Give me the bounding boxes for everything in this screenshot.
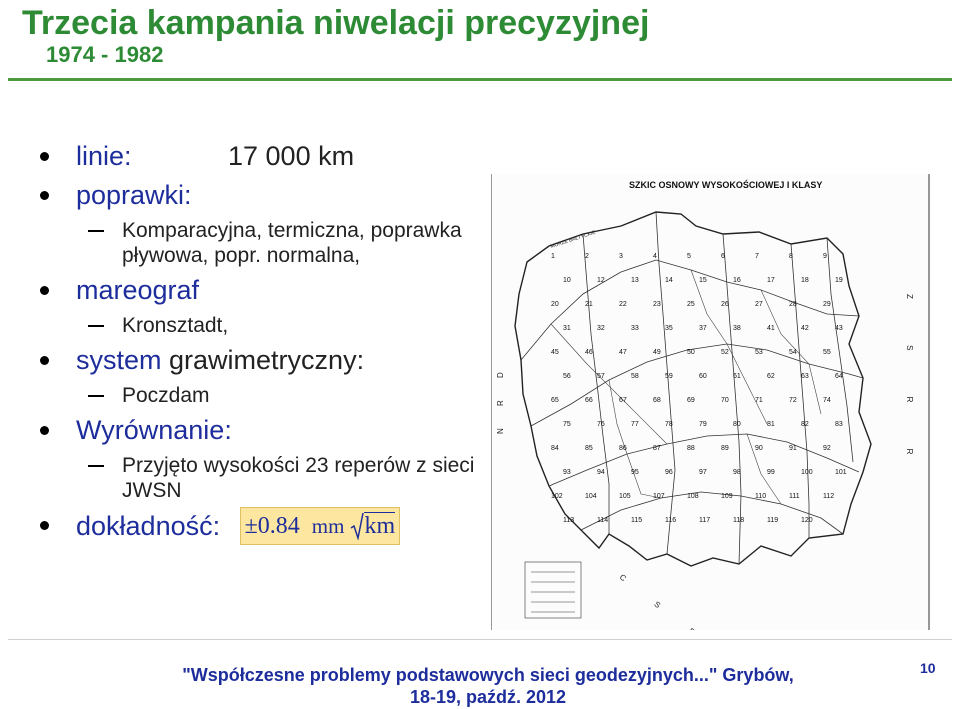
section-number: 7	[755, 253, 759, 260]
section-number: 117	[699, 517, 711, 524]
slide-footer	[168, 664, 808, 708]
section-number: 72	[789, 397, 797, 404]
footer-line-2: 18-19, paźdź. 2012	[409, 687, 567, 707]
section-number: 66	[585, 397, 593, 404]
right-border-label: Z S R R	[905, 294, 914, 477]
section-number: 32	[597, 325, 605, 332]
section-number: 119	[767, 517, 779, 524]
section-number: 59	[665, 373, 673, 380]
leveling-network-map	[491, 174, 931, 630]
slide-subtitle: 1974 - 1982	[46, 42, 164, 67]
section-number: 47	[619, 349, 627, 356]
section-number: 101	[835, 469, 847, 476]
section-number: 109	[721, 493, 733, 500]
wyrownanie-label: Wyrównanie:	[76, 415, 232, 445]
section-number: 4	[653, 253, 657, 260]
section-number: 76	[597, 421, 605, 428]
section-number: 28	[789, 301, 797, 308]
section-number: 50	[687, 349, 695, 356]
section-number: 3	[619, 253, 623, 260]
formula-mm: mm	[311, 514, 345, 538]
section-number: 61	[733, 373, 741, 380]
section-number: 2	[585, 253, 589, 260]
formula-pm: ±0.84	[244, 513, 300, 539]
section-number: 15	[699, 277, 707, 284]
sea-label: MORZE BAŁTYCKIE	[549, 229, 597, 250]
section-number: 108	[687, 493, 699, 500]
section-number: 45	[551, 349, 559, 356]
section-number: 22	[619, 301, 627, 308]
linie-label: linie:	[76, 141, 132, 171]
section-number: 107	[653, 493, 665, 500]
title-divider	[8, 78, 952, 81]
section-number: 68	[653, 397, 661, 404]
linie-value: 17 000 km	[228, 141, 355, 171]
section-number: 95	[631, 469, 639, 476]
section-number: 14	[665, 277, 673, 284]
section-number: 52	[721, 349, 729, 356]
section-number: 69	[687, 397, 695, 404]
section-number: 102	[551, 493, 563, 500]
section-number: 116	[665, 517, 677, 524]
section-number: 16	[733, 277, 741, 284]
section-number: 26	[721, 301, 729, 308]
sqrt-sign	[350, 508, 395, 544]
section-number: 56	[563, 373, 571, 380]
section-number: 82	[801, 421, 809, 428]
section-number: 71	[755, 397, 763, 404]
footer-divider	[8, 639, 952, 640]
section-number: 74	[823, 397, 831, 404]
section-number: 93	[563, 469, 571, 476]
bullet-mareograf	[28, 274, 498, 307]
mareograf-label: mareograf	[76, 275, 200, 305]
section-number: 115	[631, 517, 643, 524]
section-number: 49	[653, 349, 661, 356]
map-heading: SZKIC OSNOWY WYSOKOŚCIOWEJ I KLASY	[629, 180, 823, 190]
wyrownanie-detail: Przyjęto wysokości 23 reperów z sieci JWSN	[28, 453, 498, 503]
section-number: 29	[823, 301, 831, 308]
section-number: 18	[801, 277, 809, 284]
bullet-wyrownanie	[28, 414, 498, 447]
section-number: 27	[755, 301, 763, 308]
section-number: 80	[733, 421, 741, 428]
section-number: 97	[699, 469, 707, 476]
bullet-list	[28, 140, 498, 553]
poprawki-label: poprawki:	[76, 180, 192, 210]
system-label-2: grawimetryczny:	[169, 345, 365, 375]
left-border-label: N R D	[496, 362, 505, 434]
bullet-dokladnosc	[28, 509, 498, 547]
footer-line-1: "Współczesne problemy podstawowych sieci geodezyjnych..." Grybów,	[182, 665, 794, 685]
section-number: 79	[699, 421, 707, 428]
section-number: 35	[665, 325, 673, 332]
section-number: 6	[721, 253, 725, 260]
bullet-poprawki	[28, 179, 498, 212]
section-number: 42	[801, 325, 809, 332]
section-number: 20	[551, 301, 559, 308]
section-number: 41	[767, 325, 775, 332]
section-number: 54	[789, 349, 797, 356]
system-detail: Poczdam	[28, 383, 498, 408]
section-number: 98	[733, 469, 741, 476]
section-number: 118	[733, 517, 745, 524]
section-number: 1	[551, 253, 555, 260]
section-number: 99	[767, 469, 775, 476]
section-number: 84	[551, 445, 559, 452]
section-number: 65	[551, 397, 559, 404]
section-number: 9	[823, 253, 827, 260]
slide-title: Trzecia kampania niwelacji precyzyjnej	[22, 4, 650, 42]
page-number: 10	[920, 660, 936, 676]
accuracy-formula	[240, 507, 401, 545]
dokladnosc-label: dokładność:	[76, 511, 221, 542]
section-number: 63	[801, 373, 809, 380]
section-number: 90	[755, 445, 763, 452]
section-number: 110	[755, 493, 767, 500]
bullet-system	[28, 344, 498, 377]
section-number: 105	[619, 493, 631, 500]
formula-km: km	[364, 513, 396, 539]
section-number: 96	[665, 469, 673, 476]
section-number: 5	[687, 253, 691, 260]
section-number: 53	[755, 349, 763, 356]
section-number: 58	[631, 373, 639, 380]
section-number: 104	[585, 493, 597, 500]
section-number: 25	[687, 301, 695, 308]
section-number: 62	[767, 373, 775, 380]
section-number: 13	[631, 277, 639, 284]
section-number: 67	[619, 397, 627, 404]
section-number: 94	[597, 469, 605, 476]
section-number: 70	[721, 397, 729, 404]
section-number: 19	[835, 277, 843, 284]
section-number: 111	[789, 493, 800, 500]
bullet-linie	[28, 140, 498, 173]
mareograf-detail: Kronsztadt,	[28, 313, 498, 338]
section-number: 17	[767, 277, 775, 284]
section-number: 33	[631, 325, 639, 332]
section-number: 91	[789, 445, 797, 452]
section-number: 78	[665, 421, 673, 428]
poprawki-detail: Komparacyjna, termiczna, poprawka pływowa, popr. normalna,	[28, 218, 498, 268]
section-number: 86	[619, 445, 627, 452]
section-number: 31	[563, 325, 571, 332]
section-number: 75	[563, 421, 571, 428]
section-number: 92	[823, 445, 831, 452]
system-label-1: system	[76, 345, 162, 375]
section-number: 85	[585, 445, 593, 452]
section-number: 87	[653, 445, 661, 452]
section-number: 88	[687, 445, 695, 452]
section-number: 10	[563, 277, 571, 284]
section-number: 83	[835, 421, 843, 428]
section-number: 77	[631, 421, 639, 428]
section-number: 120	[801, 517, 813, 524]
section-number: 38	[733, 325, 741, 332]
section-number: 89	[721, 445, 729, 452]
map-svg	[491, 174, 931, 630]
section-number: 37	[699, 325, 707, 332]
section-number: 60	[699, 373, 707, 380]
section-number: 46	[585, 349, 593, 356]
section-number: 112	[823, 493, 835, 500]
section-number: 114	[597, 517, 609, 524]
section-number: 23	[653, 301, 661, 308]
section-number: 64	[835, 373, 843, 380]
section-number: 100	[801, 469, 813, 476]
section-number: 8	[789, 253, 793, 260]
section-number: 81	[767, 421, 775, 428]
section-number: 21	[585, 301, 593, 308]
section-number: 113	[563, 517, 575, 524]
section-number: 43	[835, 325, 843, 332]
section-number: 12	[597, 277, 605, 284]
section-number: 55	[823, 349, 831, 356]
section-number: 57	[597, 373, 605, 380]
